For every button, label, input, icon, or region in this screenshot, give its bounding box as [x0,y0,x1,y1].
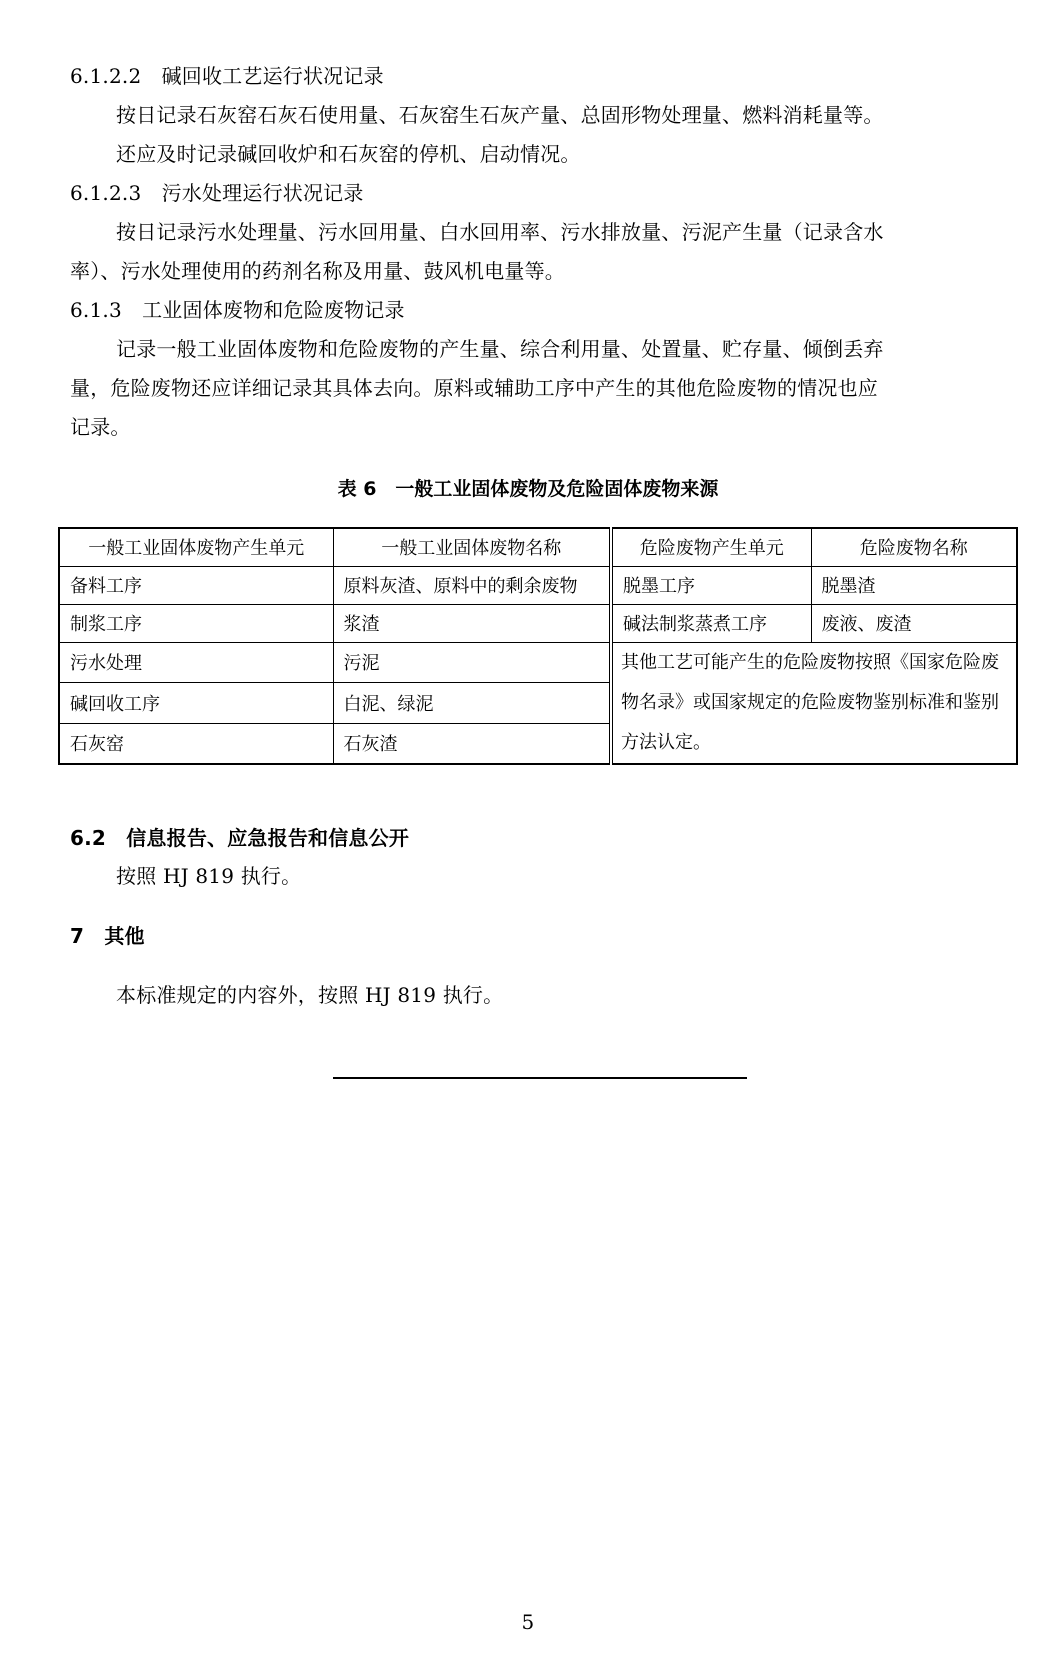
table-row [59,604,1017,642]
table-row [59,566,1017,604]
paragraph-line: 按照 HJ 819 执行。 [116,864,302,888]
table-header-cell: 危险废物名称 [811,528,1017,566]
table-cell: 污泥 [333,642,611,683]
waste-source-table [58,527,1018,765]
table-cell: 浆渣 [333,604,611,642]
paragraph-line: 按日记录污水处理量、污水回用量、白水回用率、污水排放量、污泥产生量（记录含水 [116,220,884,244]
paragraph-line: 还应及时记录碱回收炉和石灰窑的停机、启动情况。 [116,142,581,166]
page-number: 5 [521,1610,535,1634]
table-cell: 碱回收工序 [59,683,333,724]
table-cell: 碱法制浆蒸煮工序 [611,604,811,642]
heading-6-2: 6.2 信息报告、应急报告和信息公开 [70,826,410,850]
paragraph-line: 量，危险废物还应详细记录其具体去向。原料或辅助工序中产生的其他危险废物的情况也应 [70,376,878,400]
heading-6-1-2-2: 6.1.2.2 碱回收工艺运行状况记录 [70,64,384,88]
table-header-cell: 一般工业固体废物名称 [333,528,611,566]
table-header-cell: 危险废物产生单元 [611,528,811,566]
table-cell: 原料灰渣、原料中的剩余废物 [333,566,611,604]
heading-6-1-3: 6.1.3 工业固体废物和危险废物记录 [70,298,405,322]
table-cell: 制浆工序 [59,604,333,642]
paragraph-line: 记录。 [70,415,131,439]
table-cell: 石灰窑 [59,723,333,764]
end-rule [333,1077,747,1079]
table-cell: 污水处理 [59,642,333,683]
table-cell: 石灰渣 [333,723,611,764]
paragraph-line: 记录一般工业固体废物和危险废物的产生量、综合利用量、处置量、贮存量、倾倒丢弃 [116,337,884,361]
table-cell: 废液、废渣 [811,604,1017,642]
hazard-note-cell: 其他工艺可能产生的危险废物按照《国家危险废物名录》或国家规定的危险废物鉴别标准和鉴别方法认定。 [611,642,1017,764]
table-cell: 白泥、绿泥 [333,683,611,724]
table-header-row [59,528,1017,566]
table-cell: 脱墨渣 [811,566,1017,604]
paragraph-line: 率）、污水处理使用的药剂名称及用量、鼓风机电量等。 [70,259,565,283]
table-row [59,642,1017,683]
table-cell: 脱墨工序 [611,566,811,604]
table-cell: 备料工序 [59,566,333,604]
paragraph-line: 本标准规定的内容外，按照 HJ 819 执行。 [116,983,504,1007]
table-caption: 表 6 一般工业固体废物及危险固体废物来源 [337,478,719,500]
table-header-cell: 一般工业固体废物产生单元 [59,528,333,566]
heading-6-1-2-3: 6.1.2.3 污水处理运行状况记录 [70,181,364,205]
heading-7: 7 其他 [70,924,145,948]
paragraph-line: 按日记录石灰窑石灰石使用量、石灰窑生石灰产量、总固形物处理量、燃料消耗量等。 [116,103,884,127]
